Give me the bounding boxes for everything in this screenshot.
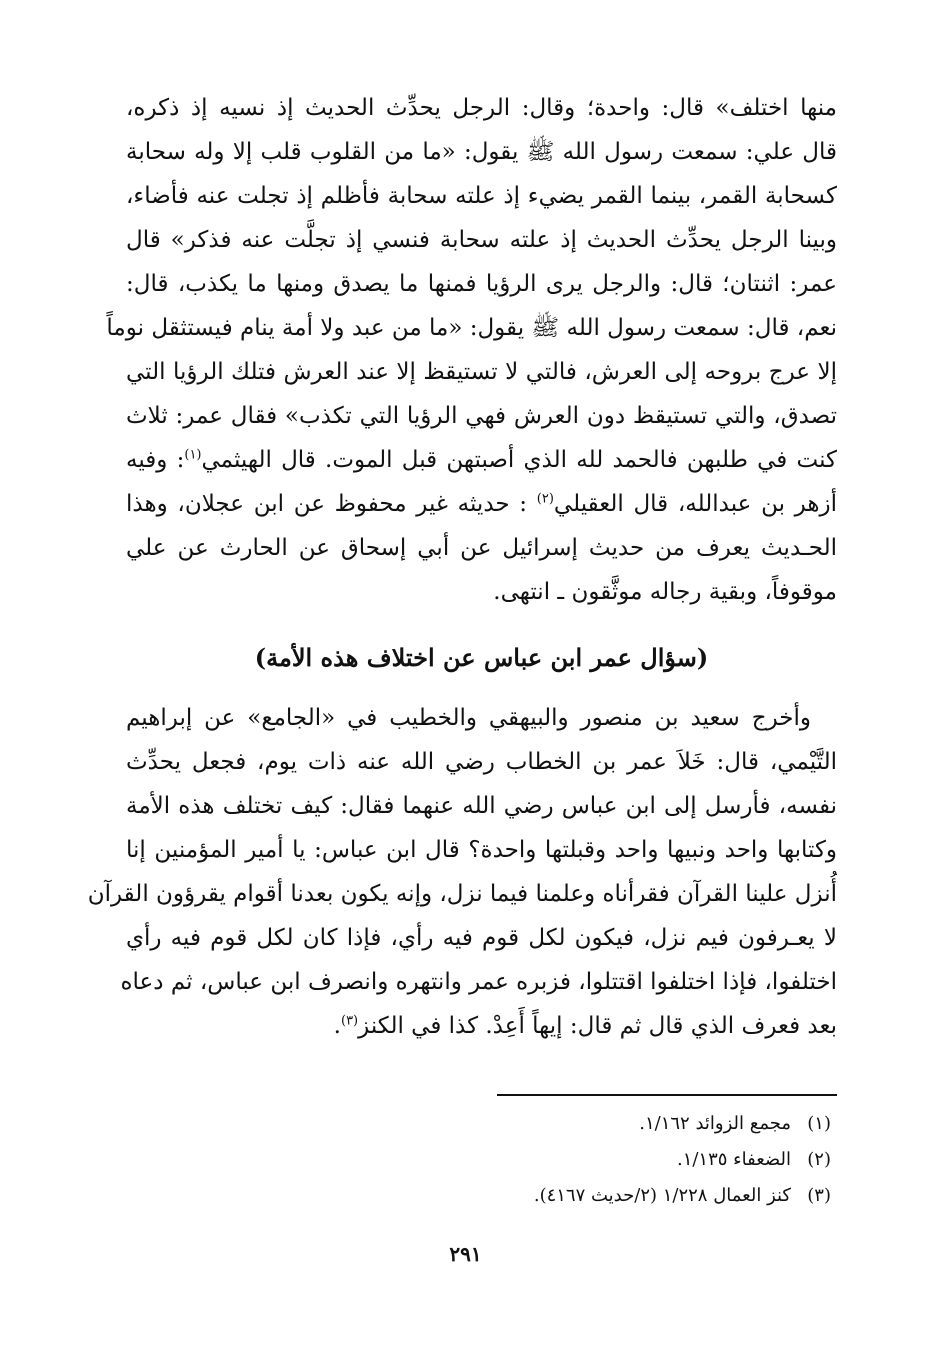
text-line-with-footnote	[126, 482, 837, 526]
text-line: قال علي: سمعت رسول الله ﷺ يقول: «ما من القلوب قلب إلا وله سحابة	[126, 139, 837, 165]
text-line: وبينا الرجل يحدِّث الحديث إذ علته سحابة فنسي إذ تجلَّت عنه فذكر» قال	[126, 227, 837, 253]
text-segment: : وفيه	[126, 447, 185, 473]
footnote-text: مجمع الزوائد ١/١٦٢.	[639, 1113, 791, 1134]
footnote-item	[300, 1106, 831, 1142]
text-segment: : حديثه غير محفوظ عن ابن عجلان، وهذا	[126, 491, 537, 517]
footnote-marker: (٢)	[536, 491, 554, 507]
text-line: لا يعـرفون فيم نزل، فيكون لكل قوم فيه رأي، فإذا كان لكل قوم فيه رأي	[126, 925, 837, 951]
page-number: ٢٩١	[449, 1242, 482, 1266]
text-line: وأخرج سعيد بن منصور والبيهقي والخطيب في «الجامع» عن إبراهيم	[126, 705, 811, 731]
footnote-item	[300, 1142, 831, 1178]
paragraph-hadith	[106, 86, 837, 614]
paragraph-narration	[87, 696, 837, 1048]
text-line: تصدق، والتي تستيقظ دون العرش فهي الرؤيا التي تكذب» فقال عمر: ثلاث	[126, 403, 837, 429]
text-line: إلا عرج بروحه إلى العرش، فالتي لا تستيقظ إلا عند العرش فتلك الرؤيا التي	[126, 359, 837, 385]
text-line: عمر: اثنتان؛ قال: والرجل يرى الرؤيا فمنها ما يصدق ومنها ما يكذب، قال:	[126, 271, 837, 297]
text-line: وكتابها واحد ونبيها واحد وقبلتها واحدة؟ قال ابن عباس: يا أمير المؤمنين إنا	[126, 837, 837, 863]
text-line: الحـديث يعرف من حديث إسرائيل عن أبي إسحاق عن الحارث عن علي	[126, 535, 837, 561]
footnote-number: (١)	[807, 1113, 831, 1134]
footnote-number: (٣)	[807, 1185, 831, 1206]
text-line: أُنزل علينا القرآن فقرأناه وعلمنا فيما نزل، وإنه يكون بعدنا أقوام يقرؤون القرآن	[87, 881, 837, 907]
text-line: التَّيْمي، قال: خَلاَ عمر بن الخطاب رضي الله عنه ذات يوم، فجعل يحدِّث	[126, 749, 837, 775]
footnote-text: كنز العمال ١/٢٢٨ (٢/حديث ٤١٦٧).	[533, 1185, 791, 1206]
text-line-with-footnote	[126, 1004, 837, 1048]
footnote-number: (٢)	[807, 1149, 831, 1170]
text-line: كسحابة القمر، بينما القمر يضيء إذ علته سحابة فأظلم إذ تجلت عنه فأضاء،	[126, 183, 837, 209]
section-heading: (سؤال عمر ابن عباس عن اختلاف هذه الأمة)	[254, 643, 709, 672]
text-line: نفسه، فأرسل إلى ابن عباس رضي الله عنهما فقال: كيف تختلف هذه الأمة	[126, 793, 837, 819]
footnotes	[300, 1106, 831, 1214]
footnote-text: الضعفاء ١/١٣٥.	[676, 1149, 791, 1170]
text-line: منها اختلف» قال: واحدة؛ وقال: الرجل يحدِّث الحديث إذ نسيه إذ ذكره،	[126, 95, 837, 121]
text-line-with-footnote	[126, 438, 837, 482]
text-line: اختلفوا، فإذا اختلفوا اقتتلوا، فزبره عمر وانتهره وانصرف ابن عباس، ثم دعاه	[120, 969, 837, 995]
text-segment: .	[333, 1013, 341, 1039]
text-line: نعم، قال: سمعت رسول الله ﷺ يقول: «ما من عبد ولا أمة ينام فيستثقل نوماً	[106, 315, 837, 341]
text-segment: بعد فعرف الذي قال ثم قال: إيهاً أَعِدْ. كذا في الكنز	[358, 1013, 837, 1039]
text-segment: أزهر بن عبدالله، قال العقيلي	[553, 491, 837, 517]
footnote-marker: (٣)	[340, 1013, 359, 1029]
footnote-item	[300, 1178, 831, 1214]
footnote-divider	[497, 1094, 837, 1096]
footnote-marker: (١)	[184, 447, 202, 463]
text-segment: كنت في طلبهن فالحمد لله الذي أصبتهن قبل الموت. قال الهيثمي	[201, 447, 837, 473]
text-line: موقوفاً، وبقية رجاله موثَّقون ـ انتهى.	[493, 579, 837, 605]
